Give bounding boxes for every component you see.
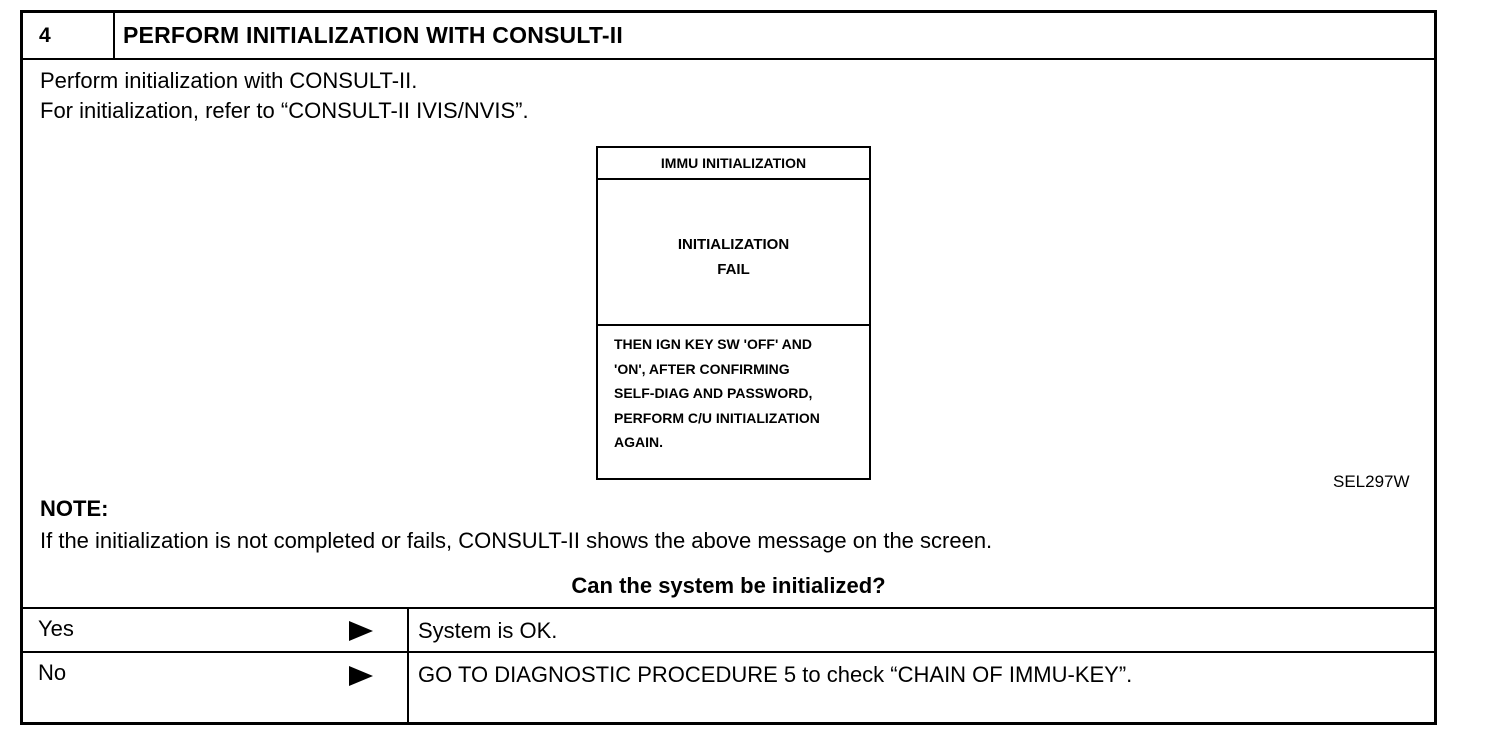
message-line: 'ON', AFTER CONFIRMING <box>614 360 790 377</box>
answer-result: GO TO DIAGNOSTIC PROCEDURE 5 to check “CHAIN OF IMMU-KEY”. <box>418 662 1133 687</box>
answer-row-no <box>23 651 1434 722</box>
message-line: SELF-DIAG AND PASSWORD, <box>614 385 813 401</box>
screen-message <box>598 326 869 455</box>
note-label: NOTE: <box>40 496 109 521</box>
message-line: AGAIN. <box>614 434 663 450</box>
question: Can the system be initialized? <box>571 573 886 598</box>
step-title: PERFORM INITIALIZATION WITH CONSULT-II <box>123 22 623 48</box>
instruction-line-1: Perform initialization with CONSULT-II. <box>40 68 418 93</box>
message-line: THEN IGN KEY SW 'OFF' AND <box>614 336 812 352</box>
column-divider <box>407 609 409 651</box>
answer-label: No <box>38 660 67 685</box>
screen-title: IMMU INITIALIZATION <box>598 148 869 180</box>
status-line-1: INITIALIZATION <box>677 236 790 253</box>
arrow-right-icon <box>349 666 373 686</box>
answer-label: Yes <box>38 616 74 641</box>
step-number: 4 <box>23 13 115 58</box>
column-divider <box>407 653 409 722</box>
consult-screen-figure <box>596 146 871 480</box>
answer-row-yes <box>23 607 1434 651</box>
message-line: PERFORM C/U INITIALIZATION <box>614 409 820 426</box>
answer-result: System is OK. <box>418 618 558 643</box>
arrow-right-icon <box>349 621 373 641</box>
screen-status <box>598 180 869 326</box>
instruction-line-2: For initialization, refer to “CONSULT-II IVIS/NVIS”. <box>40 98 529 123</box>
figure-code: SEL297W <box>1333 472 1410 491</box>
status-line-2: FAIL <box>717 261 750 278</box>
procedure-table <box>20 10 1437 725</box>
note-text: If the initialization is not completed or fails, CONSULT-II shows the above message on the screen. <box>40 528 993 553</box>
step-header <box>23 13 1434 60</box>
